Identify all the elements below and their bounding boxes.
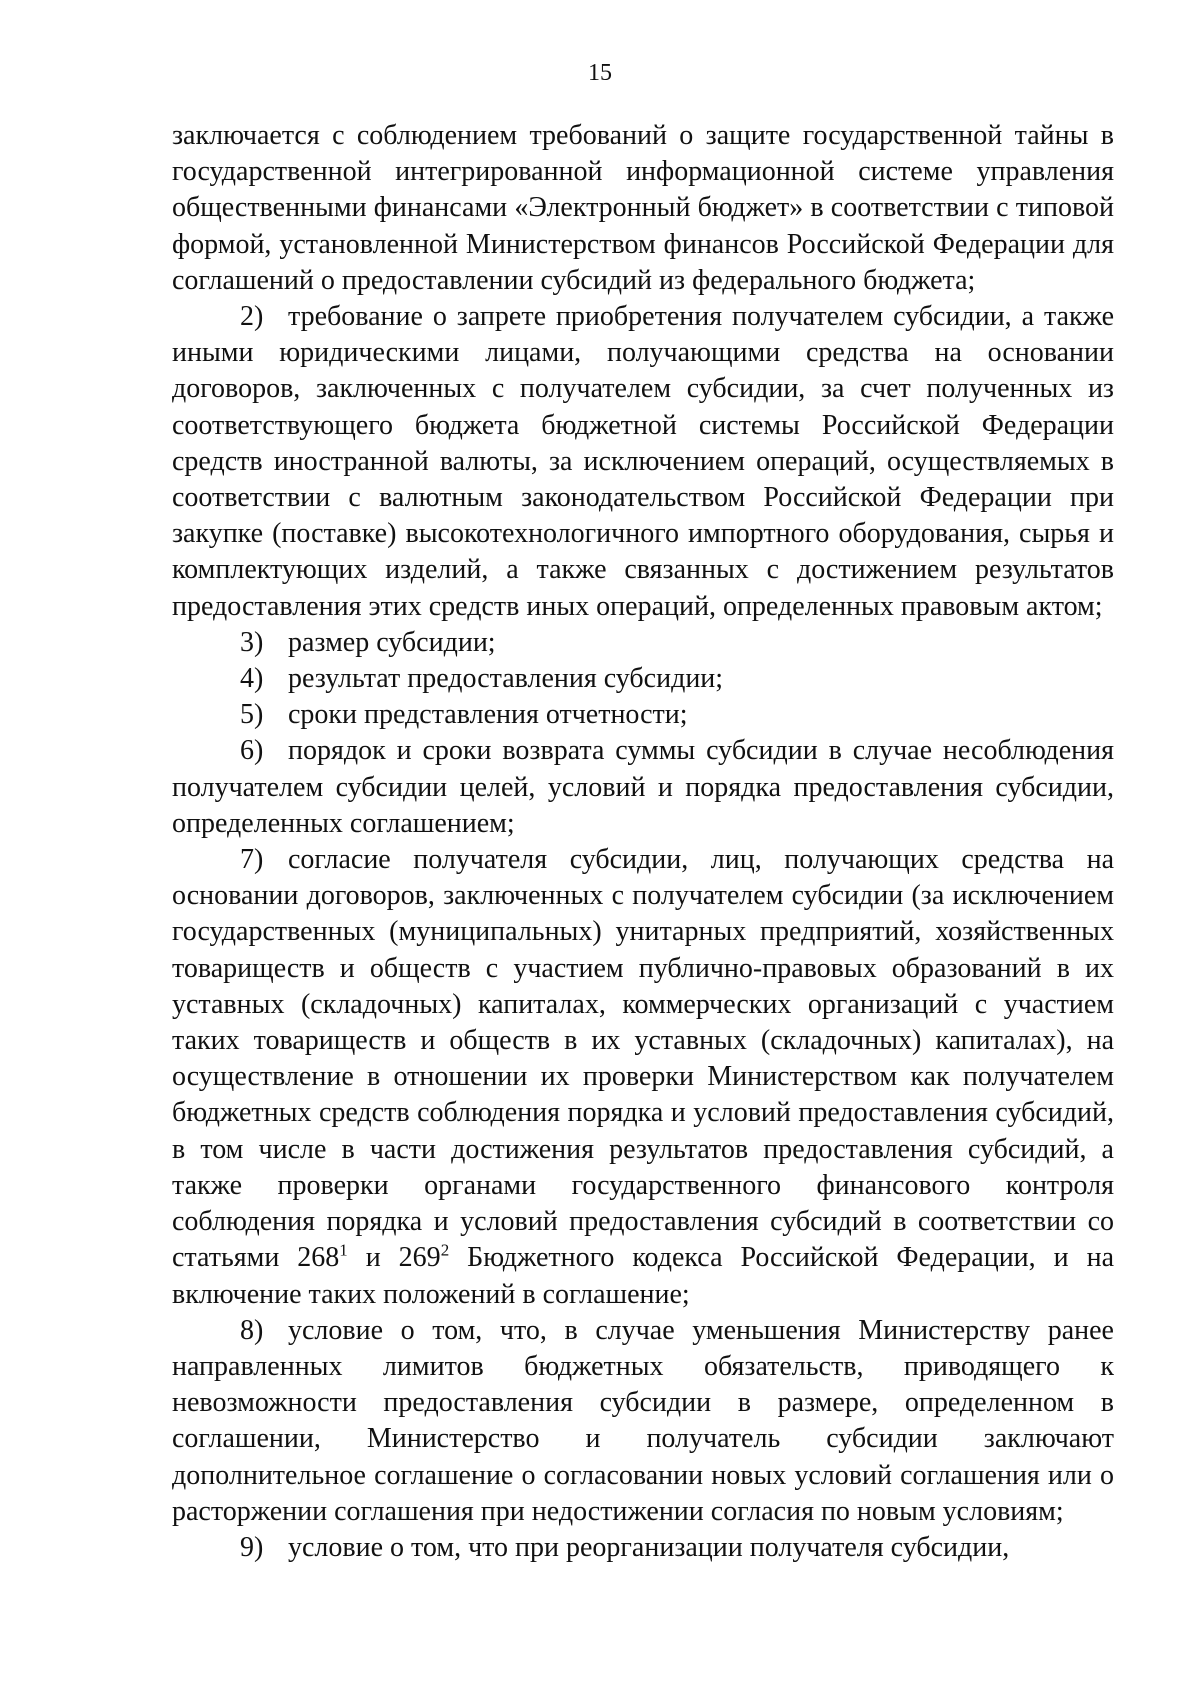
paragraph-text: размер субсидии; (288, 626, 496, 658)
item-marker: 4) (240, 663, 264, 695)
superscript: 1 (339, 1240, 348, 1260)
paragraph-text: условие о том, что, в случае уменьшения Министерству ранее направленных лимитов бюджетных обязательств, приводящего к невозможности предоставления субсидии в размере, определенном в соглашении, Министерство и получатель субсидии заключают дополнительное соглашение о согласовании новых условий соглашения или о расторжении соглашения при недостижении согласия по новым условиям; (172, 1314, 1114, 1527)
item-marker: 7) (240, 844, 264, 876)
page-number: 15 (588, 60, 612, 86)
paragraph-text: Бюджетного кодекса Российской Федерации, и на включение таких положений в соглашение; (172, 1242, 1114, 1310)
paragraph-item-3 (172, 625, 1114, 661)
document-body (172, 118, 1114, 1566)
paragraph-text: заключается с соблюдением требований о защите государственной тайны в государственной интегрированной информационной системе управления общественными финансами «Электронный бюджет» в соответствии с типовой формой, установленной Министерством финансов Российской Федерации для соглашений о предоставлении субсидий из федерального бюджета; (172, 120, 1114, 296)
item-marker: 5) (240, 699, 264, 731)
paragraph-text: условие о том, что при реорганизации получателя субсидии, (288, 1531, 1010, 1563)
paragraph-item-5 (172, 697, 1114, 733)
paragraph-item-6 (172, 733, 1114, 842)
paragraph-item-9 (172, 1530, 1114, 1566)
paragraph-item-7 (172, 842, 1114, 1313)
paragraph-continuation (172, 118, 1114, 299)
paragraph-text: результат предоставления субсидии; (288, 663, 724, 695)
paragraph-text: требование о запрете приобретения получателем субсидии, а также иными юридическими лицами, получающими средства на основании договоров, заключенных с получателем субсидии, за счет полученных из соответствующего бюджета бюджетной системы Российской Федерации средств иностранной валюты, за исключением операций, осуществляемых в соответствии с валютным законодательством Российской Федерации при закупке (поставке) высокотехнологичного импортного оборудования, сырья и комплектующих изделий, а также связанных с достижением результатов предоставления этих средств иных операций, определенных правовым актом; (172, 301, 1114, 622)
paragraph-text: и 269 (347, 1242, 441, 1274)
paragraph-text: согласие получателя субсидии, лиц, получающих средства на основании договоров, заключенных с получателем субсидии (за исключением государственных (муниципальных) унитарных предприятий, хозяйственных товариществ и обществ с участием публично-правовых образований в их уставных (складочных) капиталах, коммерческих организаций с участием таких товариществ и обществ в их уставных (складочных) капиталах), на осуществление в отношении их проверки Министерством как получателем бюджетных средств соблюдения порядка и условий предоставления субсидий, в том числе в части достижения результатов предоставления субсидий, а также проверки органами государственного финансового контроля соблюдения порядка и условий предоставления субсидий в соответствии со статьями 268 (172, 844, 1114, 1274)
paragraph-item-2 (172, 299, 1114, 625)
superscript: 2 (440, 1240, 450, 1260)
paragraph-text: сроки представления отчетности; (288, 699, 688, 731)
item-marker: 2) (240, 301, 264, 333)
paragraph-text: порядок и сроки возврата суммы субсидии в случае несоблюдения получателем субсидии целей, условий и порядка предоставления субсидии, определенных соглашением; (172, 735, 1114, 839)
paragraph-item-4 (172, 661, 1114, 697)
item-marker: 3) (240, 626, 264, 658)
paragraph-item-8 (172, 1313, 1114, 1530)
item-marker: 9) (240, 1531, 264, 1563)
item-marker: 8) (240, 1314, 264, 1346)
item-marker: 6) (240, 735, 264, 767)
